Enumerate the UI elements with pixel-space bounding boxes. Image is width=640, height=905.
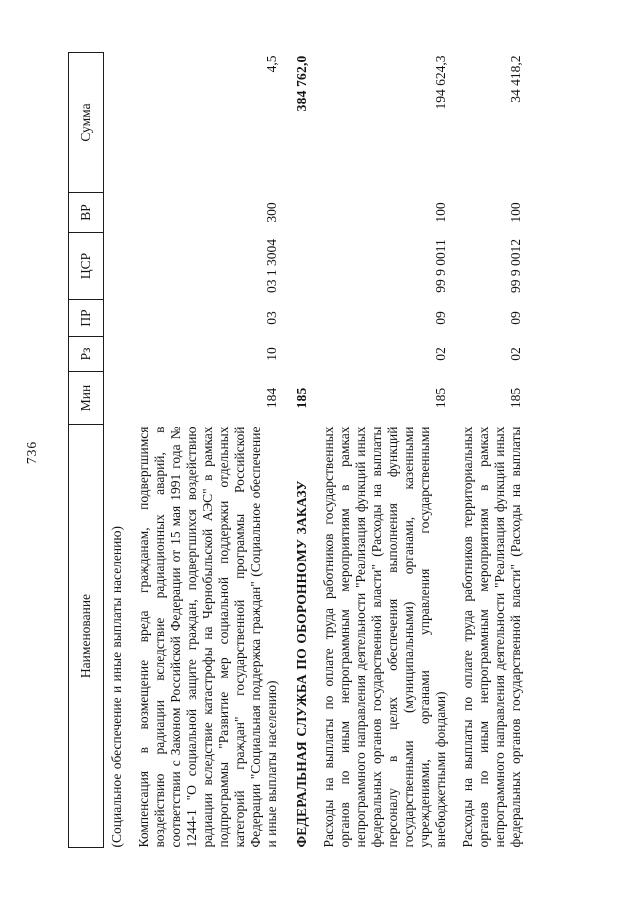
cell-min: 185 [294, 387, 309, 409]
cell-vr: 100 [433, 202, 448, 223]
table-row [104, 53, 126, 848]
table-row [125, 53, 280, 848]
cell-pr: 09 [508, 311, 523, 325]
page-number: 736 [24, 440, 39, 465]
column-header-vr: ВР [69, 193, 104, 233]
cell-pr: 09 [433, 311, 448, 325]
cell-rz [280, 337, 310, 372]
cell-name: ФЕДЕРАЛЬНАЯ СЛУЖБА ПО ОБОРОННОМУ ЗАКАЗУ [294, 480, 309, 848]
cell-name: Расходы на выплаты по оплате труда работников государственных органов по иным непрограммным мероприятиям в рамках непрограммного направления деятельности "Реализация функций иных федеральных органов государственной власти" (Расходы на выплаты персоналу в целях обеспечения выполнения функций государственными (муниципальными) органами, казенными учреждениями, органами управления государственными внебюджетными фондами) [321, 426, 448, 848]
cell-pr [280, 300, 310, 337]
table-row [310, 53, 449, 848]
cell-rz: 02 [508, 347, 523, 361]
cell-sum: 384 762,0 [294, 55, 309, 112]
cell-sum: 194 624,3 [433, 55, 448, 110]
cell-csr [280, 233, 310, 300]
cell-sum: 4,5 [264, 55, 279, 73]
cell-min: 185 [433, 387, 448, 409]
cell-vr [104, 193, 126, 233]
table-header [69, 53, 104, 848]
header-row [69, 53, 104, 848]
cell-pr [104, 300, 126, 337]
cell-csr: 99 9 0011 [433, 239, 448, 293]
cell-min: 185 [508, 387, 523, 409]
column-header-min: Мин [69, 372, 104, 425]
cell-min: 184 [264, 387, 279, 409]
cell-min [104, 372, 126, 425]
cell-rz: 10 [264, 347, 279, 361]
column-header-name: Наименование [69, 425, 104, 848]
column-header-sum: Сумма [69, 53, 104, 193]
cell-sum [104, 53, 126, 193]
cell-rz [104, 337, 126, 372]
cell-vr [280, 193, 310, 233]
cell-sum: 34 418,2 [508, 55, 523, 103]
cell-csr [104, 233, 126, 300]
cell-pr: 03 [264, 311, 279, 325]
table-row [449, 53, 524, 848]
cell-rz: 02 [433, 347, 448, 361]
cell-name: (Социальное обеспечение и иные выплаты населению) [109, 526, 124, 848]
cell-name: Компенсация в возмещение вреда гражданам, подвергшимся воздействию радиации вследствие радиационных аварий, в соответствии с Законом Российской Федерации от 15 мая 1991 года № 1244-1 "О социальной защите граждан, подвергшихся воздействию радиации вследствие катастрофы на Чернобыльской АЭС" в рамках подпрограммы "Развитие мер социальной поддержки отдельных категорий граждан" государственной программы Российской Федерации "Социальная поддержка граждан" (Социальное обеспечение и иные выплаты населению) [136, 426, 279, 848]
column-header-rz: Рз [69, 337, 104, 372]
budget-table [68, 52, 524, 848]
cell-csr: 99 9 0012 [508, 239, 523, 293]
cell-vr: 100 [508, 202, 523, 223]
cell-csr: 03 1 3004 [264, 239, 279, 293]
cell-vr: 300 [264, 202, 279, 223]
column-header-pr: ПР [69, 300, 104, 337]
table-body [104, 53, 525, 848]
table-row-section-header [280, 53, 310, 848]
column-header-csr: ЦСР [69, 233, 104, 300]
cell-name: Расходы на выплаты по оплате труда работников территориальных органов по иным непрограммным мероприятиям в рамках непрограммного направления деятельности "Реализация функций иных федеральных органов государственной власти" (Расходы на выплаты [460, 426, 523, 848]
